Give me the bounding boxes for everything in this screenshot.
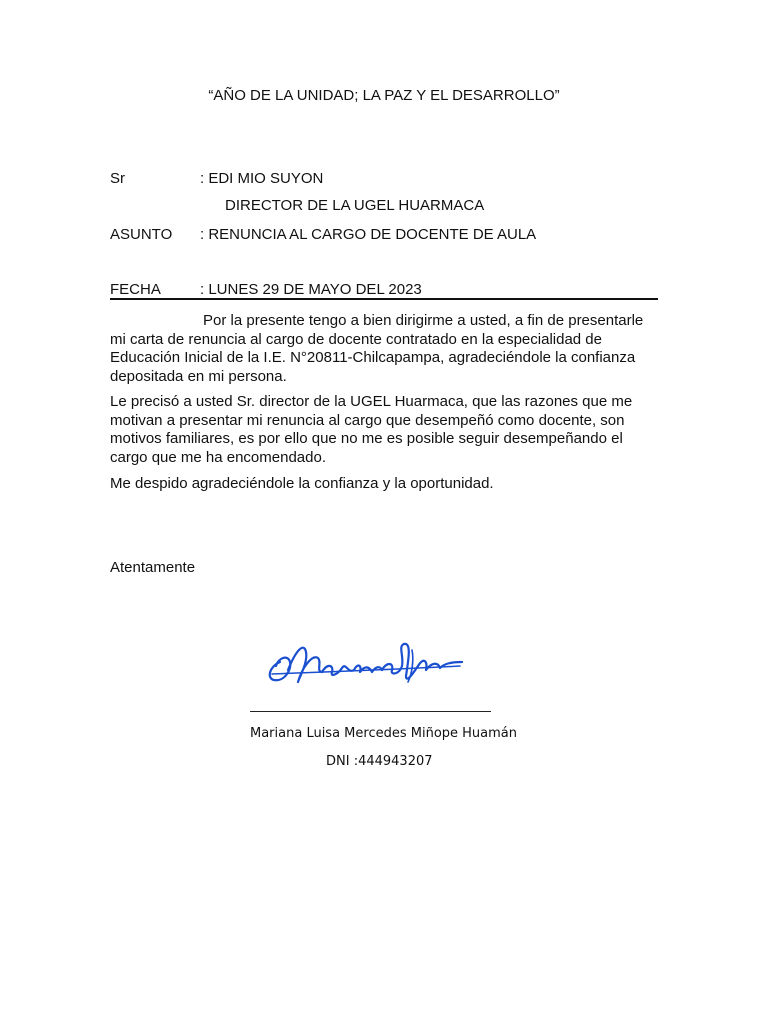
signature-line [250, 711, 491, 712]
fecha-label: FECHA [110, 281, 161, 298]
asunto-value: : RENUNCIA AL CARGO DE DOCENTE DE AULA [200, 226, 537, 243]
sr-value: : EDI MIO SUYON [200, 170, 324, 187]
signer-dni: DNI :444943207 [326, 754, 433, 769]
sr-label: Sr [110, 170, 125, 187]
closing-text: Atentamente [110, 559, 196, 576]
asunto-label: ASUNTO [110, 226, 173, 243]
motto-heading: “AÑO DE LA UNIDAD; LA PAZ Y EL DESARROLLO” [208, 87, 560, 104]
header-divider [110, 298, 658, 300]
signer-name: Mariana Luisa Mercedes Miñope Huamán [250, 726, 518, 741]
body-paragraph-1: Por la presente tengo a bien dirigirme a usted, a fin de presentarle mi carta de renuncia al cargo de docente contratado en la especialidad de Educación Inicial de la I.E. N°20811-Chilcapampa, agradeciéndole la confianza depositada en mi persona. [110, 312, 644, 385]
handwritten-signature [262, 632, 468, 710]
body-paragraph-3: Me despido agradeciéndole la confianza y la oportunidad. [110, 475, 494, 492]
body-paragraph-2: Le precisó a usted Sr. director de la UGEL Huarmaca, que las razones que me motivan a presentar mi renuncia al cargo que desempeñó como docente, son motivos familiares, es por ello que no me es posible seguir desempeñando el cargo que me ha encomendado. [110, 393, 633, 466]
sr-title: DIRECTOR DE LA UGEL HUARMACA [225, 197, 485, 214]
fecha-value: : LUNES 29 DE MAYO DEL 2023 [200, 281, 422, 298]
